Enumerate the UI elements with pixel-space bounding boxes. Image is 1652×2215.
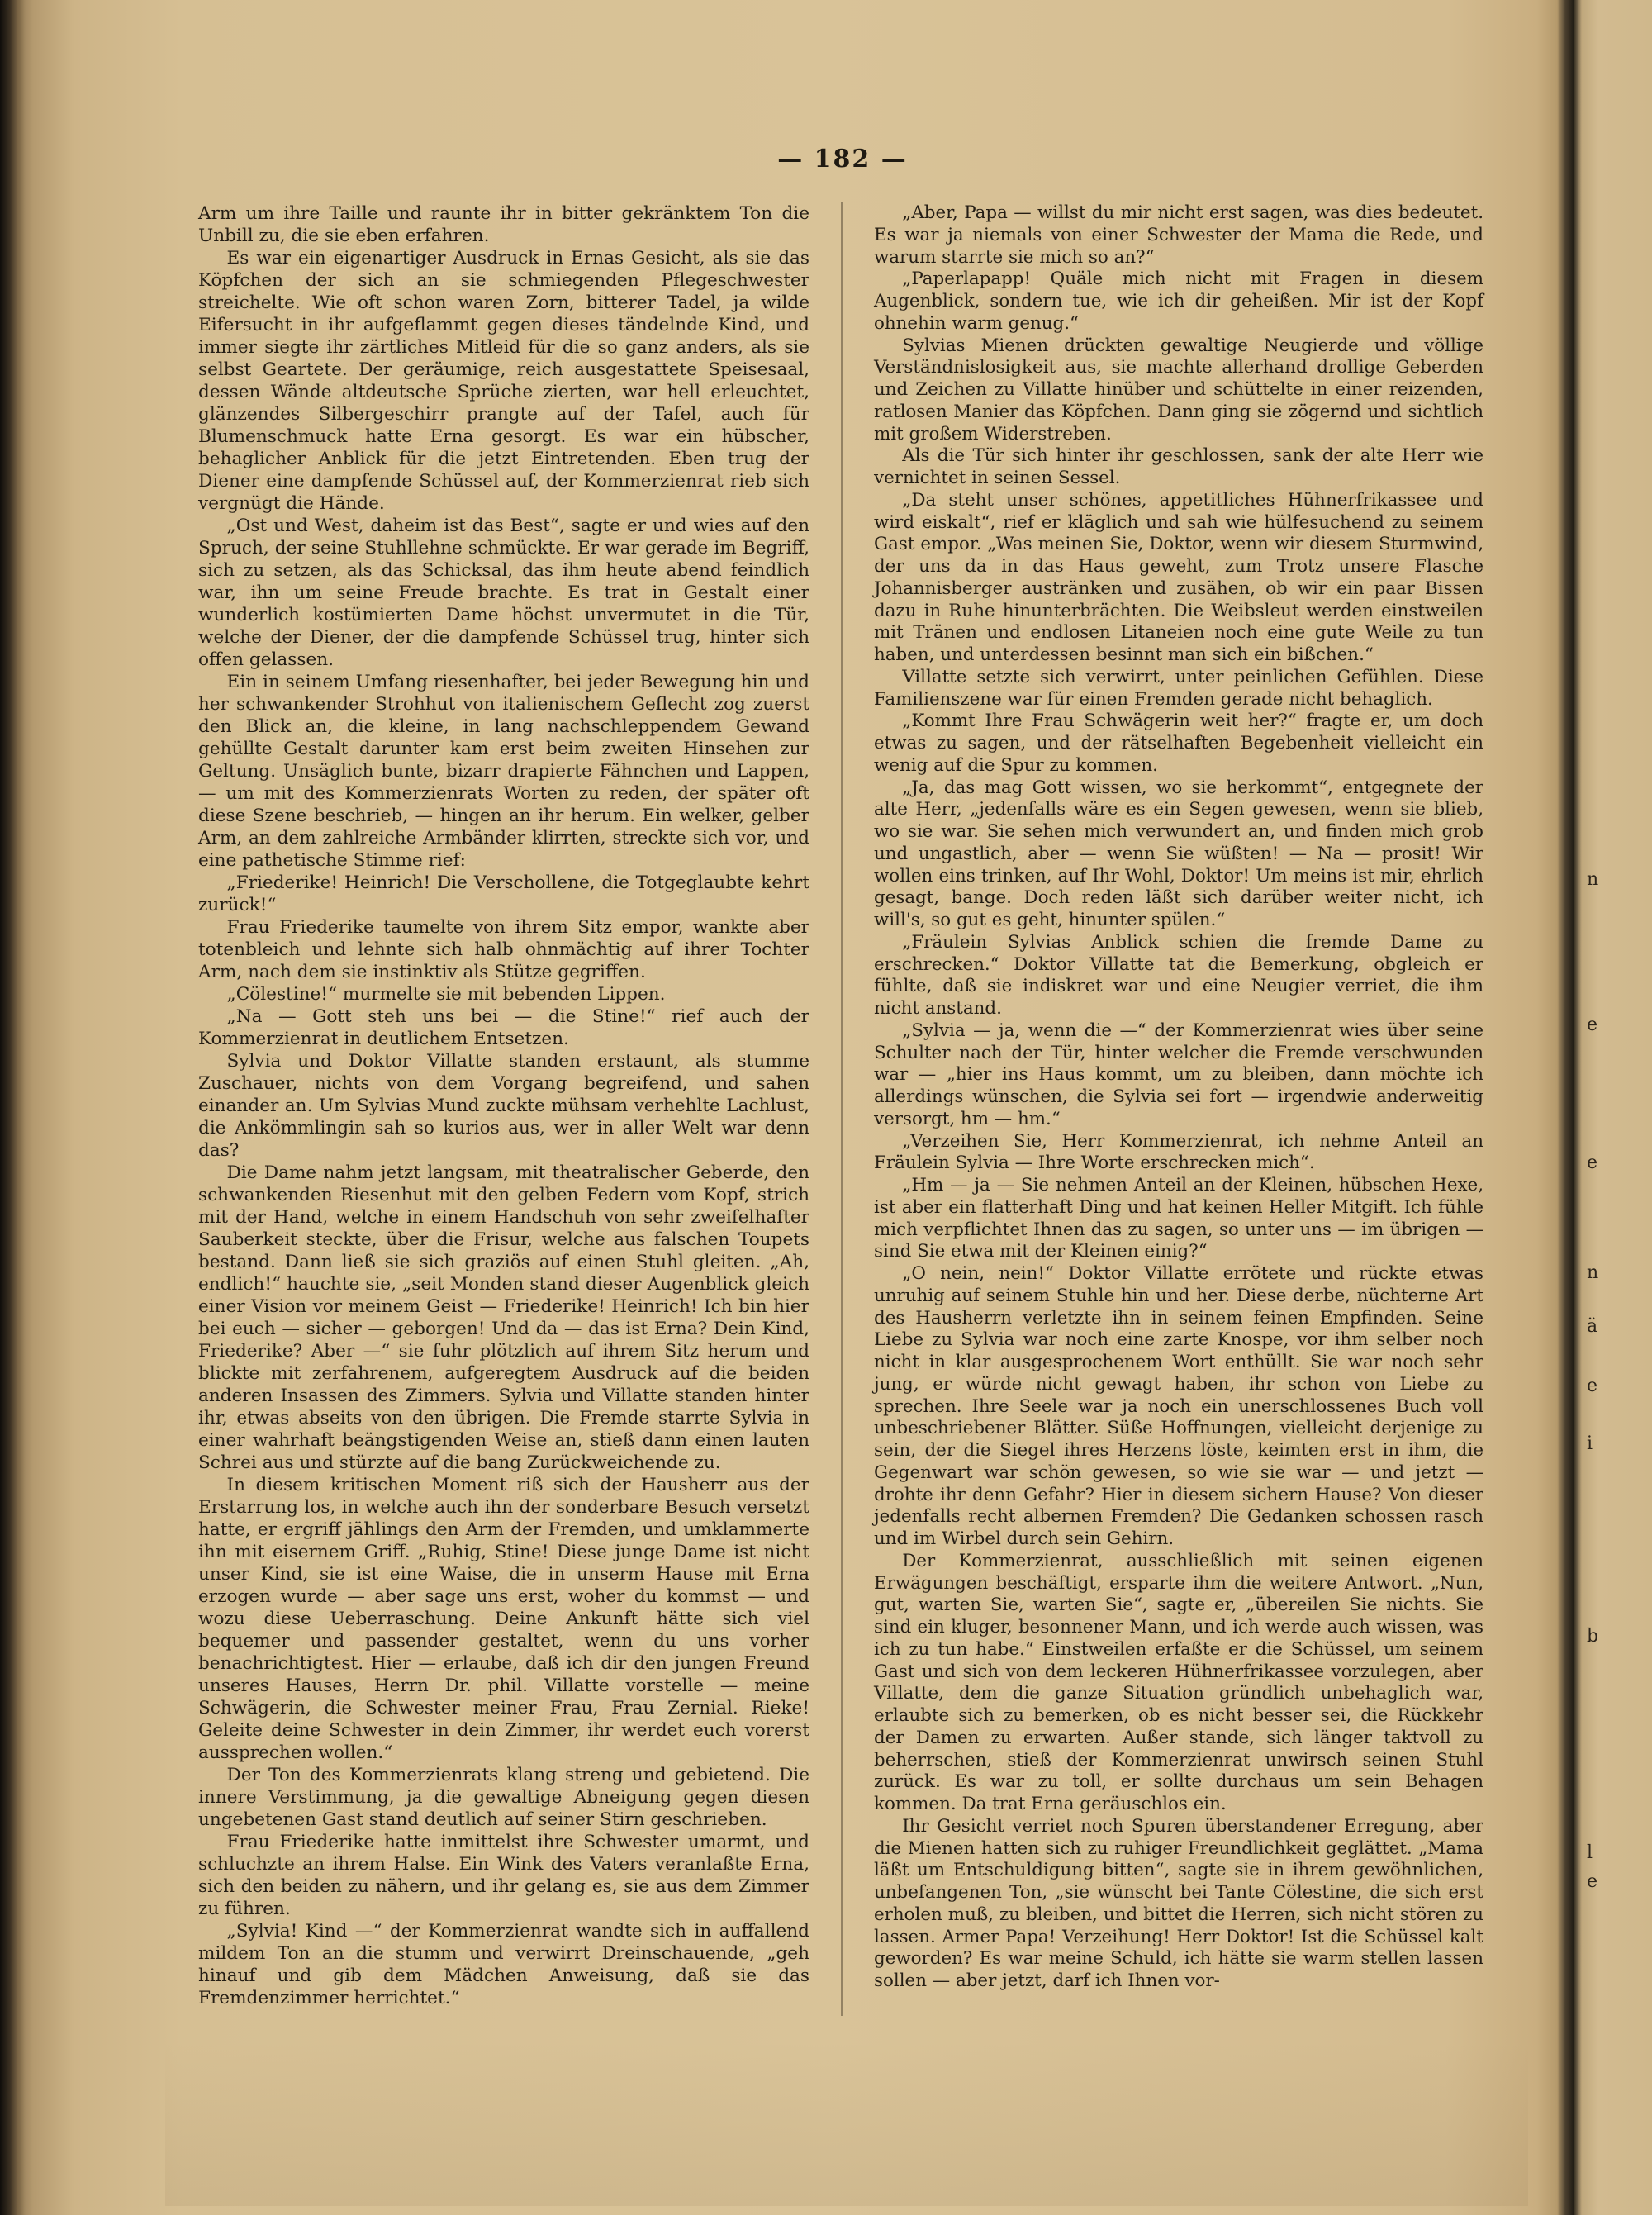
paragraph: „Hm — ja — Sie nehmen Anteil an der Kleinen, hübschen Hexe, ist aber ein flatterhaft Ding und hat keinen Heller Mitgift. Ich fühle mich verpflichtet Ihnen das zu sagen, so unter uns — im übrigen — sind Sie etwa mit der Kleinen einig?“ bbox=[874, 1175, 1483, 1262]
paragraph: „Aber, Papa — willst du mir nicht erst sagen, was dies bedeutet. Es war ja niemals von einer Schwester der Mama die Rede, und warum starrte sie mich so an?“ bbox=[874, 202, 1483, 268]
edge-fragment: i bbox=[1587, 1433, 1593, 1454]
edge-fragment: n bbox=[1587, 1262, 1599, 1283]
left-text-column bbox=[198, 202, 809, 2009]
edge-fragment: b bbox=[1587, 1626, 1599, 1647]
column-divider bbox=[841, 202, 843, 2016]
edge-fragment: e bbox=[1587, 1871, 1598, 1892]
paragraph: Es war ein eigenartiger Ausdruck in Ernas Gesicht, als sie das Köpfchen der sich an sie schmiegenden Pflegeschwester streichelte. Wie oft schon waren Zorn, bitterer Tadel, ja wilde Eifersucht in ihr aufgeflammt gegen dieses tändelnde Kind, und immer siegte ihr zärtliches Mitleid für die so ganz anders, als sie selbst Geartete. Der geräumige, reich ausgestattete Speisesaal, dessen Wände altdeutsche Sprüche zierten, war hell erleuchtet, glänzendes Silbergeschirr prangte auf der Tafel, auch für Blumenschmuck hatte Erna gesorgt. Es war ein hübscher, behaglicher Anblick für die jetzt Eintretenden. Eben trug der Diener eine dampfende Schüssel auf, der Kommerzienrat rieb sich vergnügt die Hände. bbox=[198, 248, 809, 514]
paragraph: „Paperlapapp! Quäle mich nicht mit Fragen in diesem Augenblick, sondern tue, wie ich dir geheißen. Mir ist der Kopf ohnehin warm genug.“ bbox=[874, 269, 1483, 334]
paragraph: „Friederike! Heinrich! Die Verschollene, die Totgeglaubte kehrt zurück!“ bbox=[198, 872, 809, 915]
paragraph: „Ja, das mag Gott wissen, wo sie herkommt“, entgegnete der alte Herr, „jedenfalls wäre es ein Segen gewesen, wenn sie blieb, wo sie war. Sie sehen mich verwundert an, und finden mich grob und ungastlich, aber — wenn Sie wüßten! — Na — prosit! Wir wollen eins trinken, auf Ihr Wohl, Doktor! Um meins ist mir, ehrlich gesagt, bange. Doch reden läßt sich darüber weiter nicht, ich will's, so gut es geht, hinunter spülen.“ bbox=[874, 777, 1483, 930]
paragraph: Der Ton des Kommerzienrats klang streng und gebietend. Die innere Verstimmung, ja die gewaltige Abneigung gegen diesen ungebetenen Gast stand deutlich auf seiner Stirn geschrieben. bbox=[198, 1765, 809, 1830]
paragraph: „Na — Gott steh uns bei — die Stine!“ rief auch der Kommerzienrat in deutlichem Entsetzen. bbox=[198, 1006, 809, 1049]
paragraph: Der Kommerzienrat, ausschließlich mit seinen eigenen Erwägungen beschäftigt, ersparte ihm die weitere Antwort. „Nun, gut, warten Sie, warten Sie“, sagte er, „übereilen Sie nichts. Sie sind ein kluger, besonnener Mann, und ich werde auch wissen, was ich zu tun habe.“ Einstweilen erfaßte er die Schüssel, um seinem Gast und sich von dem leckeren Hühnerfrikassee vorzulegen, aber Villatte, dem die ganze Situation gründlich unbehaglich war, erlaubte sich zu bemerken, ob es nicht besser sei, die Rückkehr der Damen zu erwarten. Außer stande, sich länger taktvoll zu beherrschen, stieß der Kommerzienrat unwirsch seinen Stuhl zurück. Es war zu toll, er sollte durchaus um sein Behagen kommen. Da trat Erna geräuschlos ein. bbox=[874, 1550, 1483, 1814]
paragraph: „Kommt Ihre Frau Schwägerin weit her?“ fragte er, um doch etwas zu sagen, und der rätselhaften Begebenheit vielleicht ein wenig auf die Spur zu kommen. bbox=[874, 711, 1483, 776]
paragraph: „Sylvia — ja, wenn die —“ der Kommerzienrat wies über seine Schulter nach der Tür, hinter welcher die Fremde verschwunden war — „hier ins Haus kommt, um zu bleiben, dann möchte ich allerdings wünschen, die Sylvia sei fort — irgendwie anderweitig versorgt, hm — hm.“ bbox=[874, 1020, 1483, 1129]
paper-stain bbox=[165, 2041, 1528, 2206]
paragraph: „O nein, nein!“ Doktor Villatte errötete und rückte etwas unruhig auf seinem Stuhle hin und her. Diese derbe, nüchterne Art des Hausherrn verletzte ihn in seinem feinen Empfinden. Seine Liebe zu Sylvia war noch eine zarte Knospe, vor ihm selber noch nicht in klar ausgesprochenem Wort enthüllt. Sie war noch sehr jung, er würde nicht gewagt haben, ihr schon von Liebe zu sprechen. Ihre Seele war ja noch ein unerschlossenes Buch voll unbeschriebener Blätter. Süße Hoffnungen, vielleicht derjenige zu sein, der die Siegel ihres Herzens löste, keimten erst in ihm, die Gegenwart war schön gewesen, so wie sie war — und jetzt — drohte ihr denn Gefahr? Hier in diesem sichern Hause? Von dieser jedenfalls recht albernen Fremden? Die Gedanken schossen rasch und im Wirbel durch sein Gehirn. bbox=[874, 1263, 1483, 1549]
paragraph: In diesem kritischen Moment riß sich der Hausherr aus der Erstarrung los, in welche auch ihn der sonderbare Besuch versetzt hatte, er ergriff jählings den Arm der Fremden, und umklammerte ihn mit eisernem Griff. „Ruhig, Stine! Diese junge Dame ist nicht unser Kind, sie ist eine Waise, die in unserm Hause mit Erna erzogen wurde — aber sage uns erst, woher du kommst — und wozu diese Ueberraschung. Deine Ankunft hätte sich viel bequemer und passender gestaltet, wenn du uns vorher benachrichtigtest. Hier — erlaube, daß ich dir den jungen Freund unseres Hauses, Herrn Dr. phil. Villatte vorstelle — meine Schwägerin, die Schwester meiner Frau, Frau Zernial. Rieke! Geleite deine Schwester in dein Zimmer, ihr werdet euch vorerst aussprechen wollen.“ bbox=[198, 1475, 809, 1763]
paragraph: „Cölestine!“ murmelte sie mit bebenden Lippen. bbox=[226, 984, 666, 1005]
paragraph: Ein in seinem Umfang riesenhafter, bei jeder Bewegung hin und her schwankender Strohhut von italienischem Geflecht zog zuerst den Blick an, die kleine, in lang nachschleppendem Gewand gehüllte Gestalt darunter kam erst beim zweiten Hinsehen zur Geltung. Unsäglich bunte, bizarr drapierte Fähnchen und Lappen, — um mit des Kommerzienrats Worten zu reden, der später oft diese Szene beschrieb, — hingen an ihr herum. Ein welker, gelber Arm, an dem zahlreiche Armbänder klirrten, streckte sich vor, und eine pathetische Stimme rief: bbox=[198, 672, 809, 871]
paragraph: Ihr Gesicht verriet noch Spuren überstandener Erregung, aber die Mienen hatten sich zu ruhiger Freundlichkeit geglättet. „Mama läßt um Entschuldigung bitten“, sagte sie in ihrem gewöhnlichen, unbefangenen Ton, „sie wünscht bei Tante Cölestine, die sich erst erholen muß, zu bleiben, und bittet die Herren, sich nicht stören zu lassen. Armer Papa! Verzeihung! Herr Doktor! Ist die Schüssel kalt geworden? Es war meine Schuld, ich hätte sie warm stellen lassen sollen — aber jetzt, darf ich Ihnen vor- bbox=[874, 1815, 1483, 1991]
paragraph: Als die Tür sich hinter ihr geschlossen, sank der alte Herr wie vernichtet in seinen Sessel. bbox=[874, 445, 1483, 488]
paragraph: Villatte setzte sich verwirrt, unter peinlichen Gefühlen. Diese Familienszene war für einen Fremden gerade nicht behaglich. bbox=[874, 666, 1483, 710]
edge-fragment: e bbox=[1587, 1376, 1598, 1396]
paragraph: Frau Friederike taumelte von ihrem Sitz empor, wankte aber totenbleich und lehnte sich halb ohnmächtig auf ihrer Tochter Arm, nach dem sie instinktiv als Stütze gegriffen. bbox=[198, 917, 809, 982]
edge-fragment: ä bbox=[1587, 1316, 1598, 1337]
paragraph: Sylvia und Doktor Villatte standen erstaunt, als stumme Zuschauer, nichts von dem Vorgang begreifend, und sahen einander an. Um Sylvias Mund zuckte mühsam verhehlte Lachlust, die Ankömmlingin sah so kurios aus, wer in aller Welt war denn das? bbox=[198, 1051, 809, 1161]
paragraph: Die Dame nahm jetzt langsam, mit theatralischer Geberde, den schwankenden Riesenhut mit den gelben Federn vom Kopf, strich mit der Hand, welche in einem Handschuh von sehr zweifelhafter Sauberkeit steckte, über die Frisur, welche aus falschen Toupets bestand. Dann ließ sie sich graziös auf einen Stuhl gleiten. „Ah, endlich!“ hauchte sie, „seit Monden stand dieser Augenblick gleich einer Vision vor meinem Geist — Friederike! Heinrich! Ich bin hier bei euch — sicher — geborgen! Und da — das ist Erna? Dein Kind, Friederike? Aber —“ sie fuhr plötzlich auf ihrem Sitz herum und blickte mit zerfahrenem, aufgeregtem Ausdruck auf die beiden anderen Insassen des Zimmers. Sylvia und Villatte standen hinter ihr, etwas abseits von den übrigen. Die Fremde starrte Sylvia in einer wahrhaft beängstigenden Weise an, stieß dann einen lauten Schrei aus und stürzte auf die bang Zurückweichende zu. bbox=[198, 1162, 809, 1473]
page-number: — 182 — bbox=[777, 145, 908, 173]
paragraph: Sylvias Mienen drückten gewaltige Neugierde und völlige Verständnislosigkeit aus, sie machte allerhand drollige Geberden und Zeichen zu Villatte hinüber und schüttelte in einer reizenden, ratlosen Manier das Köpfchen. Dann ging sie zögernd und sichtlich mit großem Widerstreben. bbox=[874, 335, 1483, 444]
next-page-edge bbox=[1574, 0, 1652, 2215]
paragraph: „Verzeihen Sie, Herr Kommerzienrat, ich nehme Anteil an Fräulein Sylvia — Ihre Worte erschrecken mich“. bbox=[874, 1130, 1483, 1174]
paragraph: „Da steht unser schönes, appetitliches Hühnerfrikassee und wird eiskalt“, rief er kläglich und sah wie hülfesuchend zu seinem Gast empor. „Was meinen Sie, Doktor, wenn wir diesem Sturmwind, der uns da in das Haus geweht, zum Trotz unsere Flasche Johannisberger austränken und zusähen, ob wir ein paar Bissen dazu in Ruhe hinunterbrächten. Die Weibsleut werden einstweilen mit Tränen und endlosen Litaneien noch eine gute Weile zu tun haben, und unterdessen besinnt man sich ein bißchen.“ bbox=[874, 489, 1483, 665]
paragraph: Frau Friederike hatte inmittelst ihre Schwester umarmt, und schluchzte an ihrem Halse. Ein Wink des Vaters veranlaßte Erna, sich den beiden zu nähern, und ihr gelang es, sie aus dem Zimmer zu führen. bbox=[198, 1832, 809, 1919]
edge-fragment: n bbox=[1587, 869, 1599, 890]
right-text-column bbox=[874, 202, 1483, 1993]
edge-fragment: e bbox=[1587, 1015, 1598, 1035]
edge-fragment: e bbox=[1587, 1153, 1598, 1173]
paragraph: Arm um ihre Taille und raunte ihr in bitter gekränktem Ton die Unbill zu, die sie eben erfahren. bbox=[198, 203, 809, 246]
book-gutter bbox=[0, 0, 25, 2215]
edge-fragment: l bbox=[1587, 1842, 1593, 1863]
paragraph: „Fräulein Sylvias Anblick schien die fremde Dame zu erschrecken.“ Doktor Villatte tat die Bemerkung, obgleich er fühlte, daß sie indiskret war und eine Neugier verriet, die ihm nicht anstand. bbox=[874, 931, 1483, 1019]
paragraph: „Ost und West, daheim ist das Best“, sagte er und wies auf den Spruch, der seine Stuhllehne schmückte. Er war gerade im Begriff, sich zu setzen, als das Schicksal, das ihm heute abend feindlich war, ihn um seine Freude brachte. Es trat in Gestalt einer wunderlich kostümierten Dame höchst unvermutet in die Tür, welche der Diener, der die dampfende Schüssel trug, hinter sich offen gelassen. bbox=[198, 516, 809, 670]
paragraph: „Sylvia! Kind —“ der Kommerzienrat wandte sich in auffallend mildem Ton an die stumm und verwirrt Dreinschauende, „geh hinauf und gib dem Mädchen Anweisung, daß sie das Fremdenzimmer herrichtet.“ bbox=[198, 1921, 809, 2008]
